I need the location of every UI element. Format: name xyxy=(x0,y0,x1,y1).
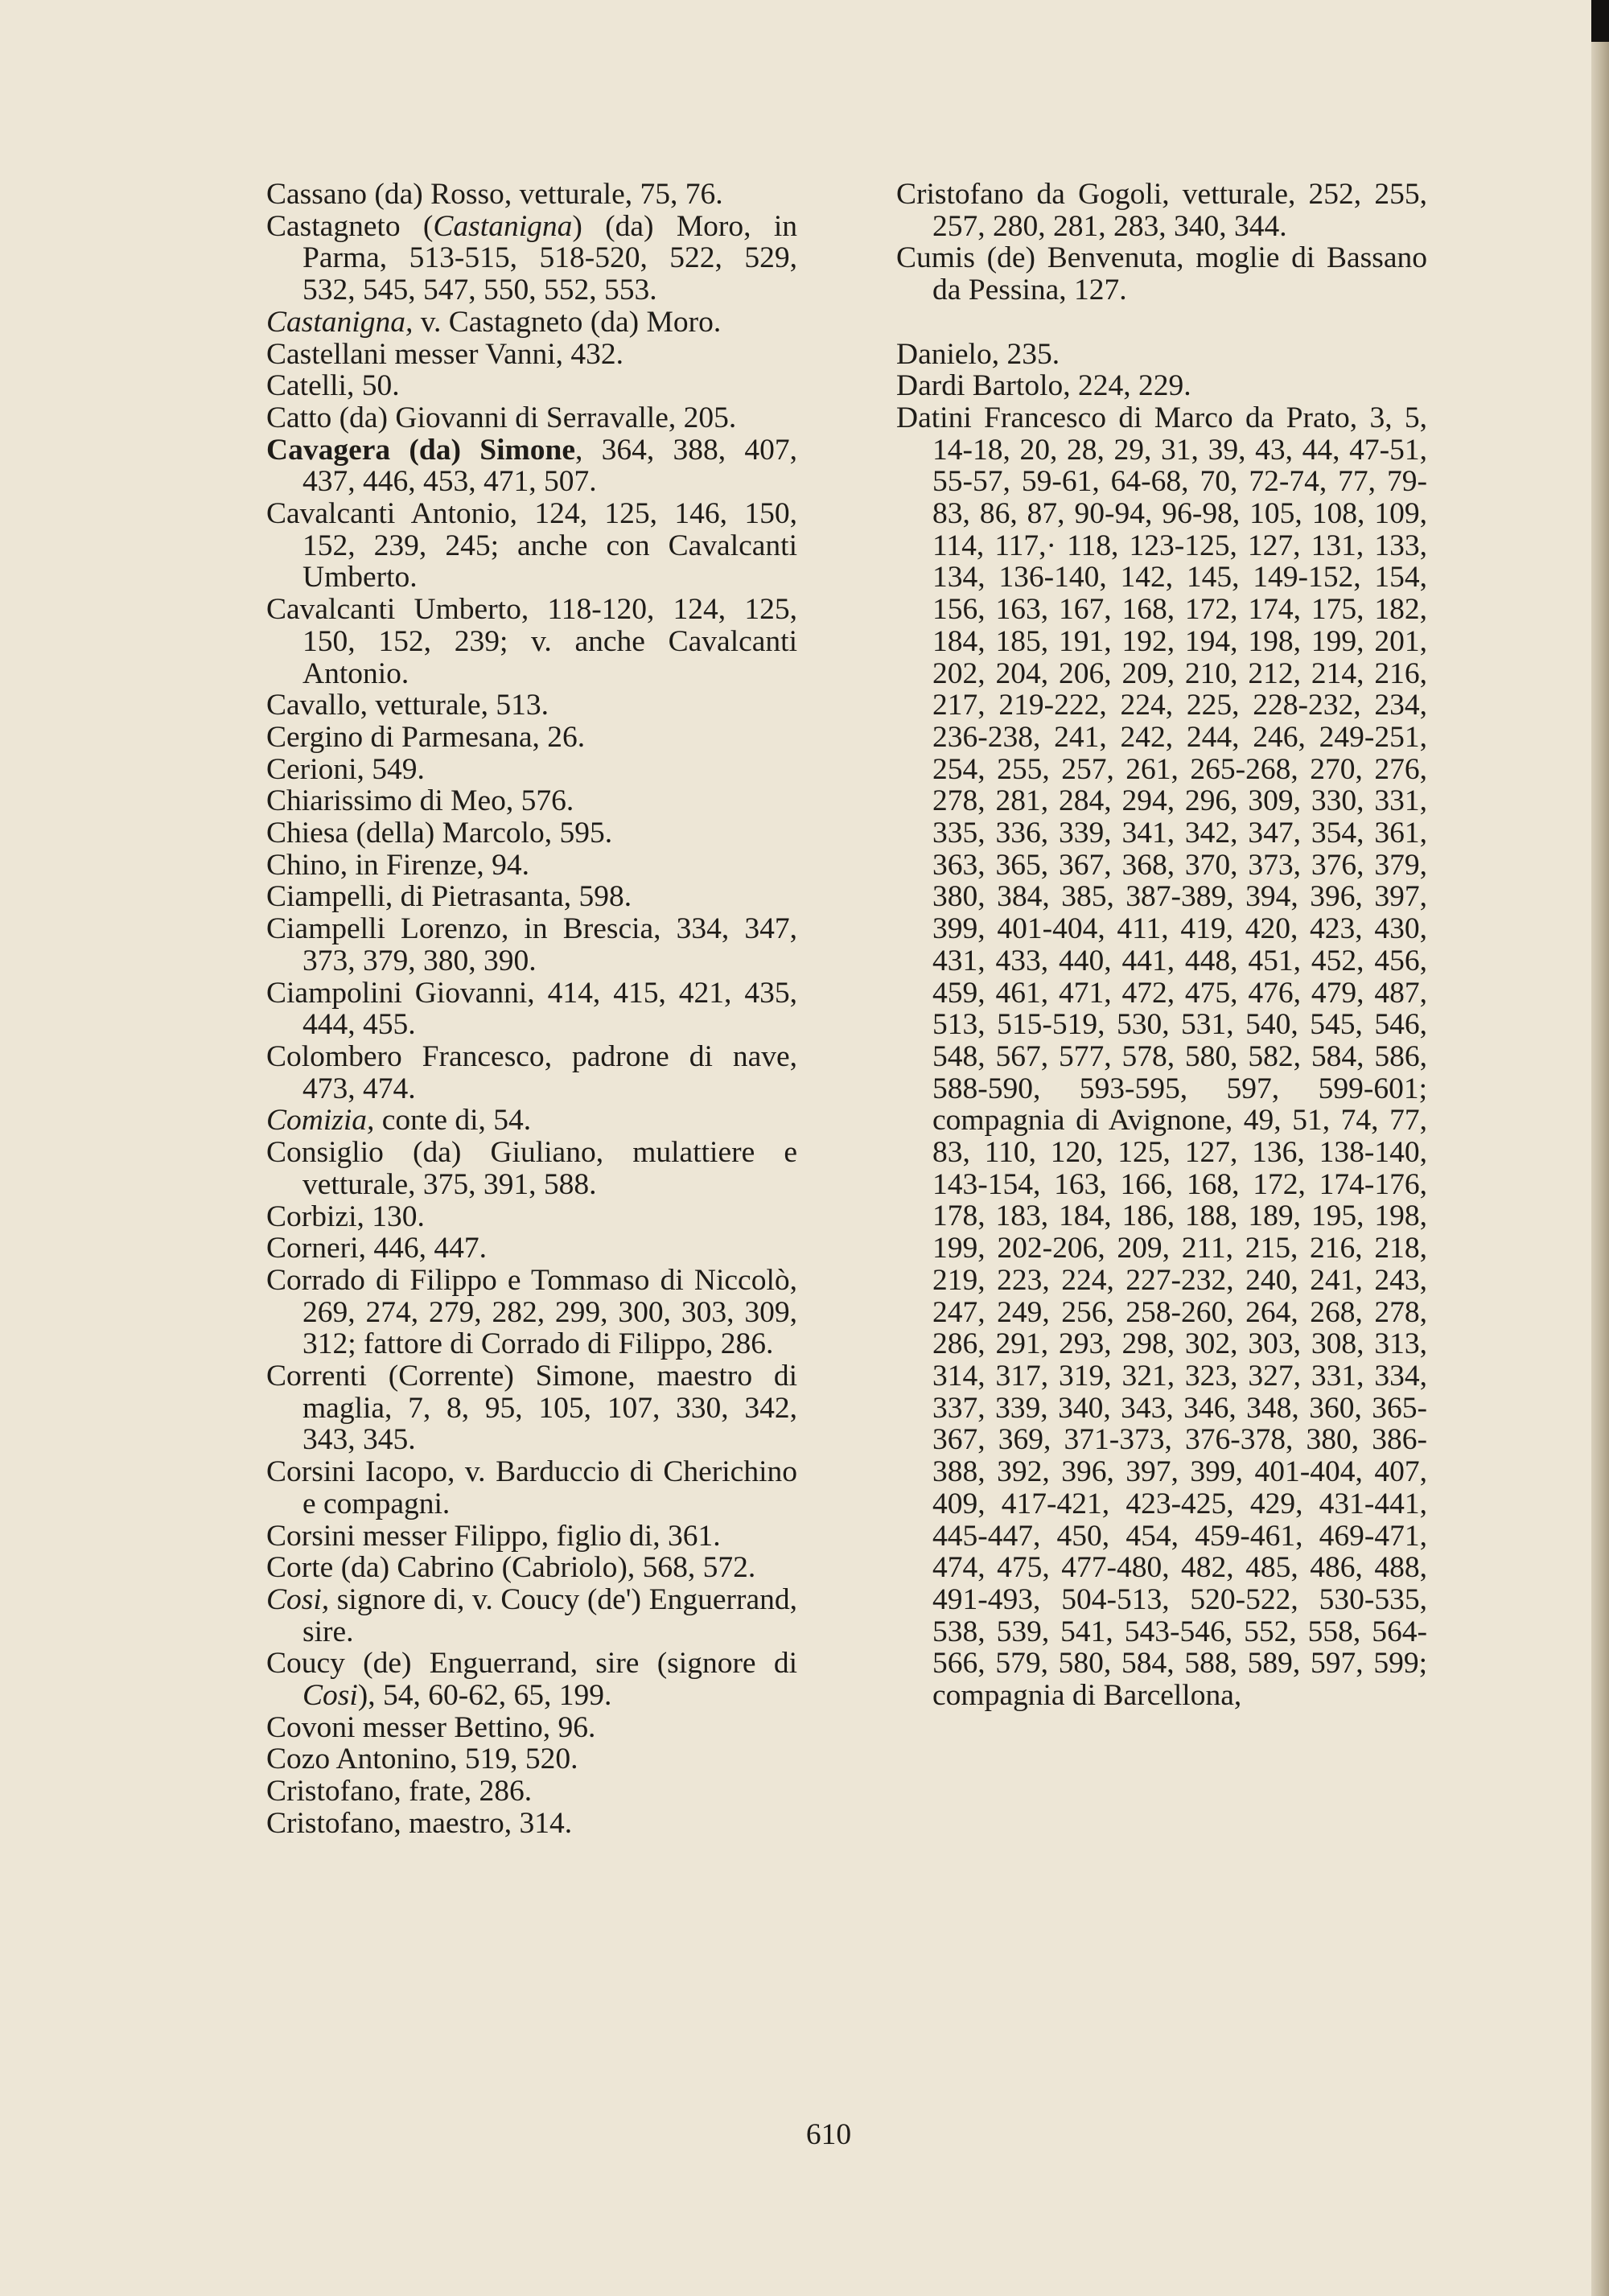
index-entry xyxy=(266,1808,797,1840)
entry-rest: , maestro, 314. xyxy=(393,1806,573,1840)
entry-rest: , 130. xyxy=(356,1199,425,1233)
entry-head: Covoni messer Bettino xyxy=(266,1710,543,1744)
entry-it: Castanigna, xyxy=(266,305,414,339)
index-entry xyxy=(266,850,797,882)
entry-head: Cristofano da Gogoli xyxy=(896,178,1163,211)
entry-rest: conte di, 54. xyxy=(374,1104,532,1138)
index-entry xyxy=(266,1520,797,1553)
index-entry xyxy=(266,1041,797,1105)
entry-rest: , 568, 572. xyxy=(627,1551,756,1585)
entry-head: Corsini Iacopo xyxy=(266,1455,447,1489)
entry-it: Castanigna xyxy=(433,209,573,243)
entry-rest: , 124, 125, 146, 150, 152, 239, 245; anche con Cavalcanti Umberto. xyxy=(302,497,798,595)
entry-rest: , 3, 5, 14-18, 20, 28, 29, 31, 39, 43, 44, 47-51, 55-57, 59-61, 64-68, 70, 72-74, 77, 79-83, 86, 87, 90-94, 96-98, 105, 108, 109, 114, 117,· 118, 123-125, 127, 131, 133, 134, 136-140, 142, 145, 149-152, 154, 156, 163, 167, 168, 172, 174, 175, 182, 184, 185, 191, 192, 194, 198, 199, 201, 202, 204, 206, 209, 210, 212, 214, 216, 217, 219-222, 224, 225, 228-232, 234, 236-238, 241, 242, 244, 246, 249-251, 254, 255, 257, 261, 265-268, 270, 276, 278, 281, 284, 294, 296, 309, 330, 331, 335, 336, 339, 341, 342, 347, 354, 361, 363, 365, 367, 368, 370, 373, 376, 379, 380, 384, 385, 387-389, 394, 396, 397, 399, 401-404, 411, 419, 420, 423, 430, 431, 433, 440, 441, 448, 451, 452, 456, 459, 461, 471, 472, 475, 476, 479, 487, 513, 515-519, 530, 531, 540, 545, 546, 548, 567, 577, 578, 580, 582, 584, 586, 588-590, 593-595, 597, 599-601; compagnia di Avignone, 49, 51, 74, 77, 83, 110, 120, 125, 127, 136, 138-140, 143-154, 163, 166, 168, 172, 174-176, 178, 183, 184, 186, 188, 189, 195, 198, 199, 202-206, 209, 211, 215, 216, 218, 219, 223, 224, 227-232, 240, 241, 243, 247, 249, 256, 258-260, 264, 268, 278, 286, 291, 293, 298, 302, 303, 308, 313, 314, 317, 319, 321, 323, 327, 331, 334, 337, 339, 340, 343, 346, 348, 360, 365-367, 369, 371-373, 376-378, 380, 386-388, 392, 396, 397, 399, 401-404, 407, 409, 417-421, 423-425, 429, 431-441, 445-447, 450, 454, 459-461, 469-471, 474, 475, 477-480, 482, 485, 486, 488, 491-493, 504-513, 520-522, 530-535, 538, 539, 541, 543-546, 552, 558, 564-566, 579, 580, 584, 588, 589, 597, 599; compagnia di Barcellona, xyxy=(932,401,1428,1713)
entry-rest: , 235. xyxy=(991,337,1060,371)
index-entry xyxy=(266,1360,797,1456)
entry-it: Cosi, xyxy=(266,1582,330,1616)
entry-rest: , mulattiere e vetturale, 375, 391, 588. xyxy=(302,1136,797,1201)
index-entry xyxy=(266,179,797,211)
index-entry xyxy=(266,1105,797,1137)
entry-head: Corsini messer Filippo xyxy=(266,1519,541,1553)
entry-rest2: ), 54, 60-62, 65, 199. xyxy=(357,1679,612,1713)
entry-rest: v. Castagneto (da) Moro. xyxy=(413,305,722,339)
entry-head: Castagneto ( xyxy=(266,209,434,243)
entry-head: Datini Francesco di Marco da Prato xyxy=(896,401,1350,434)
index-entry xyxy=(266,307,797,339)
index-entry xyxy=(266,1232,797,1265)
entry-rest: , vetturale, 513. xyxy=(360,689,549,722)
entry-head: Corrado di Filippo e Tommaso di Niccolò xyxy=(266,1263,790,1297)
index-entry xyxy=(266,977,797,1041)
index-entry xyxy=(896,402,1427,1712)
entry-it: Comizia, xyxy=(266,1104,375,1138)
index-entry xyxy=(896,179,1427,242)
entry-head: Catelli xyxy=(266,369,347,403)
entry-head: Dardi Bartolo xyxy=(896,369,1064,403)
entry-rest: , in Brescia, 334, 347, 373, 379, 380, 390. xyxy=(302,912,797,977)
index-entry xyxy=(896,370,1427,402)
entry-head: Corneri xyxy=(266,1232,359,1265)
entry-head: Coucy (de) Enguerrand xyxy=(266,1647,570,1681)
entry-head: Cristofano xyxy=(266,1775,394,1808)
entry-head: Consiglio (da) Giuliano xyxy=(266,1136,596,1170)
index-entry xyxy=(266,370,797,402)
entry-head: Cassano (da) Rosso xyxy=(266,178,504,211)
entry-rest: , vetturale, 75, 76. xyxy=(504,178,723,211)
index-entry xyxy=(896,242,1427,306)
entry-head: Cavalcanti Umberto xyxy=(266,593,521,627)
entry-rest: , 519, 520. xyxy=(450,1743,578,1776)
entry-head: Correnti (Corrente) Simone xyxy=(266,1360,628,1393)
entry-head: Corte (da) Cabrino (Cabriolo) xyxy=(266,1551,628,1585)
entry-head: Cristofano xyxy=(266,1806,394,1840)
entry-rest: , vetturale, 252, 255, 257, 280, 281, 283, 340, 344. xyxy=(932,178,1427,243)
index-entry xyxy=(266,785,797,817)
entry-head: Ciampolini Giovanni xyxy=(266,976,528,1010)
entry-rest: , 364, 388, 407, 437, 446, 453, 471, 507. xyxy=(302,433,798,499)
entry-head: Cerioni xyxy=(266,752,357,786)
entry-rest: , 549. xyxy=(356,752,425,786)
index-entry xyxy=(266,339,797,371)
entry-head: Corbizi xyxy=(266,1199,357,1233)
entry-rest: , 224, 229. xyxy=(1063,369,1191,403)
index-entry xyxy=(266,881,797,913)
index-entry xyxy=(266,498,797,594)
entry-rest: signore di, v. Coucy (de') Enguerrand, sire. xyxy=(302,1582,797,1648)
entry-rest: , 414, 415, 421, 435, 444, 455. xyxy=(302,976,797,1042)
entry-head: Castellani messer Vanni xyxy=(266,337,556,371)
entry-head: Ciampelli xyxy=(266,880,385,914)
entry-rest: , 50. xyxy=(346,369,400,403)
index-entry xyxy=(896,339,1427,371)
entry-head: Chiesa (della) Marcolo xyxy=(266,817,545,850)
index-entry xyxy=(266,1584,797,1648)
entry-head: Cergino di Parmesana xyxy=(266,720,533,754)
entry-rest: , figlio di, 361. xyxy=(541,1519,721,1553)
index-column-right xyxy=(896,179,1427,1712)
entry-rest: , 118-120, 124, 125, 150, 152, 239; v. anche Cavalcanti Antonio. xyxy=(302,593,797,690)
index-entry xyxy=(266,1201,797,1233)
index-entry xyxy=(266,1775,797,1808)
index-entry xyxy=(266,689,797,722)
index-entry xyxy=(266,1743,797,1775)
entry-head: Cumis (de) Benvenuta xyxy=(896,241,1177,275)
index-entry xyxy=(266,754,797,786)
entry-head: Chino xyxy=(266,848,340,882)
entry-head: Ciampelli Lorenzo xyxy=(266,912,501,946)
entry-rest: , padrone di nave, 473, 474. xyxy=(302,1039,797,1105)
index-entry xyxy=(266,434,797,498)
index-entry xyxy=(266,1552,797,1584)
entry-head: Colombero Francesco xyxy=(266,1039,545,1073)
index-entry xyxy=(266,594,797,689)
entry-head: Danielo xyxy=(896,337,992,371)
entry-rest: , di Pietrasanta, 598. xyxy=(385,880,632,914)
index-entry xyxy=(266,1712,797,1744)
entry-rest: , 595. xyxy=(544,817,613,850)
index-entry xyxy=(266,1265,797,1360)
index-entry xyxy=(266,402,797,434)
entry-head: Cavalcanti Antonio xyxy=(266,497,510,531)
entry-rest: , 96. xyxy=(542,1710,596,1744)
entry-rest: , maestro di maglia, 7, 8, 95, 105, 107, 330, 342, 343, 345. xyxy=(302,1360,797,1457)
page-number: 610 xyxy=(805,2118,852,2151)
entry-it2: Cosi xyxy=(302,1679,358,1713)
page-edge-shadow xyxy=(1591,0,1609,42)
index-entry xyxy=(266,211,797,307)
entry-rest: , moglie di Bassano da Pessina, 127. xyxy=(932,241,1427,307)
entry-bold: Cavagera (da) Simone xyxy=(266,433,575,467)
index-entry xyxy=(266,817,797,850)
entry-rest: , frate, 286. xyxy=(393,1775,533,1808)
entry-rest: , v. Barduccio di Cherichino e compagni. xyxy=(302,1455,797,1520)
page-edge xyxy=(1591,0,1609,2296)
index-column-left xyxy=(266,179,797,1840)
entry-rest: , 432. xyxy=(555,337,624,371)
index-entry xyxy=(266,1456,797,1520)
entry-head: Cozo Antonino xyxy=(266,1743,451,1776)
entry-rest: , 576. xyxy=(505,784,574,818)
entry-rest: , in Firenze, 94. xyxy=(339,848,530,882)
entry-rest: , 205. xyxy=(668,401,737,434)
index-entry xyxy=(266,1648,797,1711)
entry-head: Chiarissimo di Meo xyxy=(266,784,506,818)
entry-rest: , sire (signore di xyxy=(570,1647,797,1681)
index-entry xyxy=(266,722,797,754)
entry-rest: , 446, 447. xyxy=(358,1232,487,1265)
entry-head: Catto (da) Giovanni di Serravalle xyxy=(266,401,669,434)
index-entry xyxy=(266,1137,797,1200)
entry-head: Cavallo xyxy=(266,689,360,722)
entry-rest: , 269, 274, 279, 282, 299, 300, 303, 309, 312; fattore di Corrado di Filippo, 286. xyxy=(302,1263,797,1361)
entry-rest: , 26. xyxy=(532,720,586,754)
entry-rest: ) (da) Moro, in Parma, 513-515, 518-520, 522, 529, 532, 545, 547, 550, 552, 553. xyxy=(302,209,797,307)
index-entry xyxy=(266,913,797,977)
